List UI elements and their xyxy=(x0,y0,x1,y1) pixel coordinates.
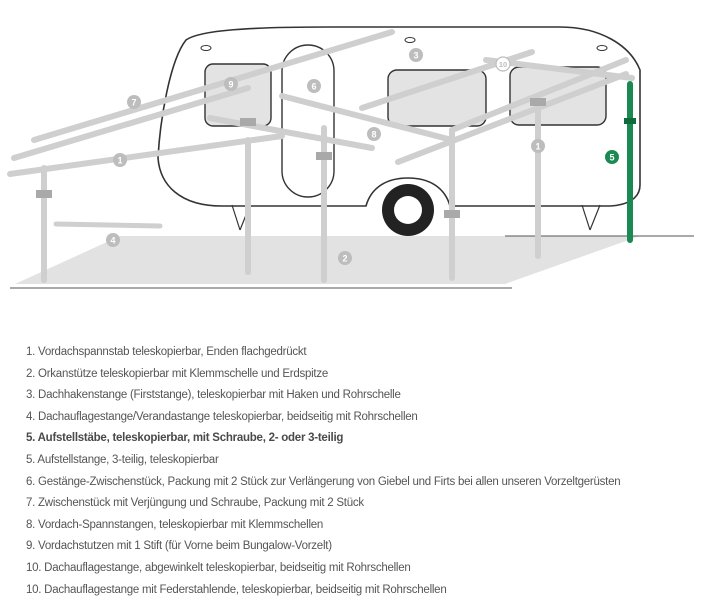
badge-7 xyxy=(127,95,141,109)
badge-label: 8 xyxy=(371,129,377,140)
legend-item: 1. Vordachspannstab teleskopierbar, Enden flachgedrückt xyxy=(26,346,307,358)
legend-item-highlighted: 5. Aufstellstäbe, teleskopierbar, mit Schraube, 2- oder 3-teilig xyxy=(26,432,344,445)
spreader-pole xyxy=(56,224,160,226)
badge-2 xyxy=(338,251,352,265)
legend-item: 3. Dachhakenstange (Firststange), teleskopierbar mit Haken und Rohrschelle xyxy=(26,389,401,402)
badge-label: 9 xyxy=(228,79,234,90)
badge-10 xyxy=(496,57,510,71)
badge-label: 6 xyxy=(311,81,317,92)
caravan-window-middle xyxy=(388,70,486,126)
badge-4 xyxy=(106,233,120,247)
legend-item: 6. Gestänge-Zwischenstück, Packung mit 2 Stück zur Verlängerung von Giebel und Firts bei allen unseren Vorzeltgerüsten xyxy=(26,475,621,488)
badge-label: 5 xyxy=(609,152,615,163)
legend-item: 8. Vordach-Spannstangen, teleskopierbar mit Klemmschellen xyxy=(26,518,324,531)
badge-6 xyxy=(307,79,321,93)
badge-9 xyxy=(224,77,238,91)
badge-label: 4 xyxy=(110,235,116,246)
badge-label: 1 xyxy=(117,155,123,166)
legend-item: 2. Orkanstütze teleskopierbar mit Klemmschelle und Erdspitze xyxy=(26,367,329,380)
badge-label: 3 xyxy=(413,50,419,61)
legend-item: 4. Dachauflagestange/Verandastange teleskopierbar, beidseitig mit Rohrschellen xyxy=(26,410,418,423)
legend-item: 5. Aufstellstange, 3-teilig, teleskopierbar xyxy=(26,453,219,466)
badge-8 xyxy=(367,127,381,141)
legend-item: 7. Zwischenstück mit Verjüngung und Schraube, Packung mit 2 Stück xyxy=(26,497,364,510)
clamp xyxy=(36,190,52,198)
badge-3 xyxy=(409,48,423,62)
clamp xyxy=(444,210,460,218)
corner-steady xyxy=(582,205,590,230)
badge-label: 1 xyxy=(535,141,541,152)
badge-label: 7 xyxy=(131,97,137,108)
badge-label: 10 xyxy=(498,60,508,69)
legend-item: 9. Vordachstutzen mit 1 Stift (für Vorne beim Bungalow-Vorzelt) xyxy=(26,540,332,553)
clamp xyxy=(316,152,332,160)
legend-item: 10. Dachauflagestange, abgewinkelt teleskopierbar, beidseitig mit Rohrschellen xyxy=(26,561,411,574)
legend-item: 10. Dachauflagestange mit Federstahlende, teleskopierbar, beidseitig mit Rohrschellen xyxy=(26,583,447,596)
badge-1a xyxy=(113,153,127,167)
clamp-green xyxy=(624,118,636,124)
clamp xyxy=(240,118,256,126)
wheel-rim xyxy=(394,196,422,224)
corner-steady xyxy=(232,205,240,230)
clamp xyxy=(530,98,546,106)
parts-legend xyxy=(26,342,620,601)
badge-1b xyxy=(531,139,545,153)
badge-label: 2 xyxy=(342,253,348,264)
corner-steady xyxy=(590,205,600,230)
badge-5-highlight xyxy=(605,150,619,164)
